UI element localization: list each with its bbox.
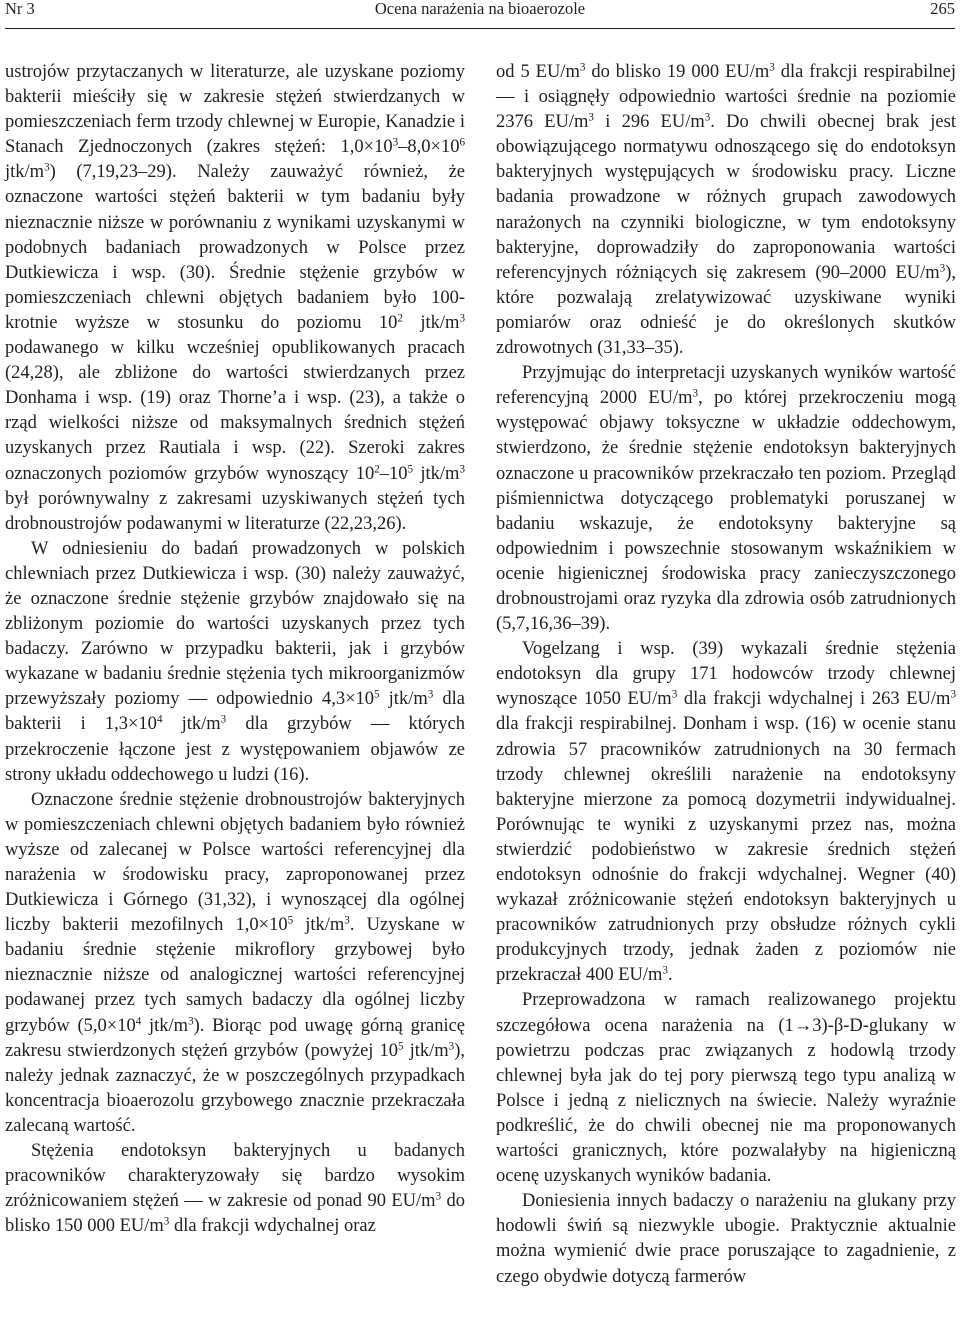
paragraph: Stężenia endotoksyn bakteryjnych u badanych pracowników charakteryzowały się bardzo wysokim zróżnicowaniem stężeń — w zakresie od ponad 90 $EU/m^3$ do blisko 150 000 $EU/m^3$ dla frakcji wdychalnej oraz xyxy=(5,1141,466,1237)
paragraph: Przyjmując do interpretacji uzyskanych wyników wartość referencyjną 2000 $EU/m^3$, po której przekroczeniu mogą występować objawy toksyczne w układzie oddechowym, stwierdzono, że średnie stężenie endotoksyn bakteryjnych oznaczone u pracowników przekraczało ten poziom. Przegląd piśmiennictwa dotyczącego problematyki poruszanej w badaniu wskazuje, że endotoksyny bakteryjne są odpowiednim i powszechnie stosowanym wskaźnikiem w ocenie higienicznej środowiska pracy zanieczyszczonego drobnoustrojami oraz ryzyka dla zdrowia osób zatrudnionych (5,7,16,36–39). xyxy=(496,363,956,635)
page-number: 265 xyxy=(930,0,955,18)
paragraph: Doniesienia innych badaczy o narażeniu na glukany przy hodowli świń są niezwykle ubogie. Praktycznie aktualnie można wymienić dwie prace poruszające to zagadnienie, z czego obydwie dotyczą farmerów xyxy=(496,1191,956,1287)
paragraph: Przeprowadzona w ramach realizowanego projektu szczegółowa ocena narażenia na (1→3)-β-D-glukany w powietrzu podczas prac związanych z hodowlą trzody chlewnej była jak do tej pory pierwszą tego typu analizą w Polsce i jedną z nielicznych na świecie. Należy wyraźnie podkreślić, że do chwili obecnej nie ma proponowanych wartości granicznych, które pozwalałyby na higieniczną ocenę uzyskanych wyników badania. xyxy=(496,990,956,1187)
running-title: Ocena narażenia na bioaerozole xyxy=(374,0,586,18)
paragraph: Oznaczone średnie stężenie drobnoustrojów bakteryjnych w pomieszczeniach chlewni objętych badaniem było również wyższe od zalecanej w Polsce wartości referencyjnej dla narażenia w środowisku pracy, zaproponowanej przez Dutkiewicza i Górnego (31,32), i wynoszącej dla ogólnej liczby bakterii mezofilnych $1,0\times 10^5$ jtk/$m^3$. Uzyskane w badaniu średnie stężenie mikroflory grzybowej było nieznacznie niższe od analogicznej wartości referencyjnej podawanej przez tych samych badaczy dla ogólnej liczby grzybów ($5,0\times 10^4$ jtk/$m^3$). Biorąc pod uwagę górną granicę zakresu stwierdzonych stężeń grzybów (powyżej $10^5$ jtk/$m^3$), należy jednak zaznaczyć, że w poszczególnych przypadkach koncentracja bioaerozolu grzybowego znacznie przekraczała zalecaną wartość. xyxy=(5,789,466,1136)
running-header xyxy=(5,0,955,18)
paragraph: W odniesieniu do badań prowadzonych w polskich chlewniach przez Dutkiewicza i wsp. (30) należy zauważyć, że oznaczone średnie stężenie grzybów znajdowało się na zbliżonym poziomie do wartości uzyskanych przez tych badaczy. Zarówno w przypadku bakterii, jak i grzybów wykazane w badaniu średnie stężenia tych mikroorganizmów przewyższały poziomy — odpowiednio $4,3\times 10^5$ jtk/$m^3$ dla bakterii i $1,3\times 10^4$ jtk/$m^3$ dla grzybów — których przekroczenie łączone jest z występowaniem objawów ze strony układu oddechowego u ludzi (16). xyxy=(5,538,465,785)
right-column xyxy=(496,60,956,1290)
paragraph: ustrojów przytaczanych w literaturze, ale uzyskane poziomy bakterii mieściły się w zakresie stężeń stwierdzanych w pomieszczeniach ferm trzody chlewnej w Europie, Kanadzie i Stanach Zjednoczonych (zakres stężeń: $1,0\times 10^3-8,0\times 10^6$ jtk/$m^3$) (7,19,23–29). Należy zauważyć również, że oznaczone wartości stężeń bakterii w tym badaniu były nieznacznie niższe w porównaniu z wynikami uzyskanymi w podobnych badaniach prowadzonych w Polsce przez Dutkiewicza i wsp. (30). Średnie stężenie grzybów w pomieszczeniach chlewni objętych badaniem było 100-krotnie wyższe w stosunku do poziomu $10^2$ jtk/$m^3$ podawanego w kilku wcześniej opublikowanych pracach (24,28), ale zbliżone do wartości stwierdzanych przez Donhama i wsp. (19) oraz Thorne’a i wsp. (23), a także o rząd wielkości niższe od maksymalnych średnich stężeń uzyskanych przez Rautiala i wsp. (22). Szeroki zakres oznaczonych poziomów grzybów wynoszący $10^2-10^5$ jtk/$m^3$ był porównywalny z zakresami uzyskiwanych stężeń tych drobnoustrojów podawanymi w literaturze (22,23,26). xyxy=(5,62,465,534)
paragraph: Vogelzang i wsp. (39) wykazali średnie stężenia endotoksyn dla grupy 171 hodowców trzody chlewnej wynoszące 1050 $EU/m^3$ dla frakcji wdychalnej i 263 $EU/m^3$ dla frakcji respirabilnej. Donham i wsp. (16) w ocenie stanu zdrowia 57 pracowników zatrudnionych na 30 fermach trzody chlewnej określili narażenie na endotoksyny bakteryjne mierzone za pomocą dozymetrii indywidualnej. Porównując te wyniki z uzyskanymi przez nas, można stwierdzić podobieństwo w zakresie średnich stężeń endotoksyn odnośnie do frakcji wdychalnej. Wegner (40) wykazał zróżnicowanie stężeń endotoksyn bakteryjnych u pracowników zatrudnionych przy obsłudze różnych cykli produkcyjnych trzody, jednak żaden z poziomów nie przekraczał 400 $EU/m^3$. xyxy=(496,639,956,986)
header-rule xyxy=(5,28,955,29)
paragraph: od 5 $EU/m^3$ do blisko 19 000 $EU/m^3$ dla frakcji respirabilnej — i osiągnęły odpowiednio wartości średnie na poziomie 2376 $EU/m^3$ i 296 $EU/m^3$. Do chwili obecnej brak jest obowiązującego normatywu odnoszącego się do endotoksyn bakteryjnych występujących w środowisku pracy. Liczne badania prowadzone w różnych grupach zawodowych narażonych na czynniki biologiczne, w tym endotoksyny bakteryjne, doprowadziły do zaproponowania wartości referencyjnych różniących się zakresem (90–2000 $EU/m^3$), które pozwalają zrelatywizować uzyskiwane wyniki pomiarów oraz odnieść je do określonych skutków zdrowotnych (31,33–35). xyxy=(496,61,956,359)
issue-number: Nr 3 xyxy=(5,0,35,18)
left-column xyxy=(5,60,465,1239)
